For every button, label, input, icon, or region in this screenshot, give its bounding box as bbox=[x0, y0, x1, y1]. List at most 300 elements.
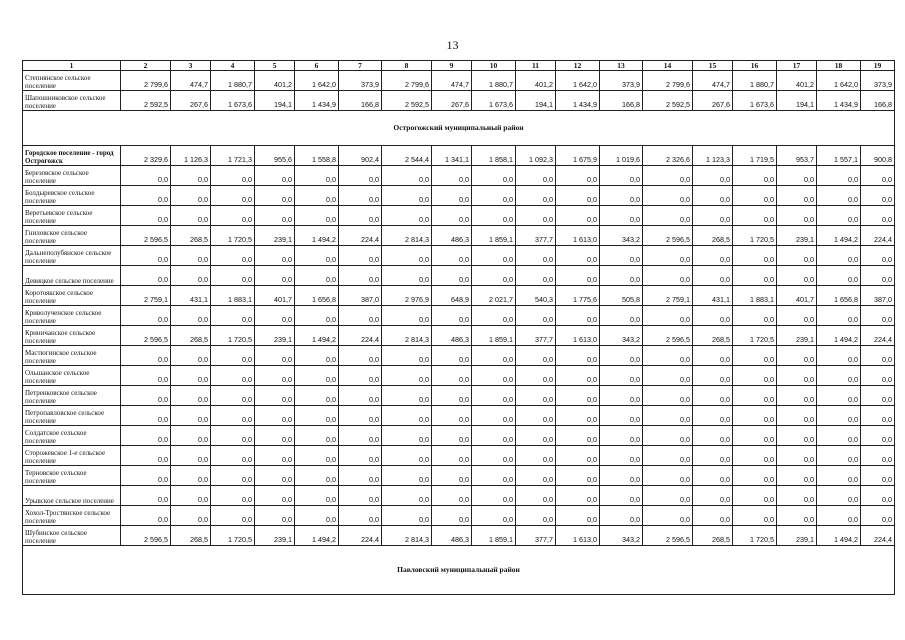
table-cell: 224,4 bbox=[339, 326, 382, 346]
table-cell: 0,0 bbox=[643, 186, 693, 206]
table-cell: 0,0 bbox=[643, 266, 693, 286]
table-cell: 0,0 bbox=[211, 426, 255, 446]
table-cell: 1 673,6 bbox=[472, 91, 516, 111]
table-cell: 0,0 bbox=[643, 466, 693, 486]
table-cell: 0,0 bbox=[382, 466, 432, 486]
table-cell: 0,0 bbox=[121, 206, 171, 226]
table-cell: 0,0 bbox=[817, 486, 861, 506]
table-cell: 955,6 bbox=[255, 146, 295, 166]
table-cell: 0,0 bbox=[643, 406, 693, 426]
table-cell: 0,0 bbox=[382, 426, 432, 446]
table-cell: 0,0 bbox=[211, 246, 255, 266]
table-cell: 1 720,5 bbox=[211, 226, 255, 246]
table-cell: 2 799,6 bbox=[643, 71, 693, 91]
table-cell: 0,0 bbox=[600, 306, 643, 326]
table-cell: 268,5 bbox=[693, 326, 733, 346]
settlement-name: Степнянское сельское поселение bbox=[23, 71, 121, 91]
table-cell: 0,0 bbox=[556, 406, 600, 426]
table-cell: 1 719,5 bbox=[733, 146, 777, 166]
table-row bbox=[23, 366, 895, 386]
table-cell: 0,0 bbox=[255, 426, 295, 446]
table-cell: 0,0 bbox=[600, 446, 643, 466]
column-header: 16 bbox=[733, 61, 777, 71]
table-cell: 239,1 bbox=[777, 526, 817, 546]
table-cell: 268,5 bbox=[693, 226, 733, 246]
table-cell: 1 656,8 bbox=[295, 286, 339, 306]
table-cell: 0,0 bbox=[733, 306, 777, 326]
table-cell: 268,5 bbox=[171, 326, 211, 346]
table-cell: 0,0 bbox=[339, 406, 382, 426]
settlement-name: Криничанское сельское поселение bbox=[23, 326, 121, 346]
table-cell: 224,4 bbox=[339, 526, 382, 546]
table-cell: 431,1 bbox=[171, 286, 211, 306]
table-cell: 0,0 bbox=[817, 266, 861, 286]
table-cell: 1 613,0 bbox=[556, 326, 600, 346]
table-cell: 0,0 bbox=[556, 246, 600, 266]
table-cell: 0,0 bbox=[556, 346, 600, 366]
table-cell: 0,0 bbox=[556, 446, 600, 466]
table-cell: 0,0 bbox=[817, 506, 861, 526]
table-cell: 1 859,1 bbox=[472, 526, 516, 546]
table-cell: 0,0 bbox=[339, 306, 382, 326]
table-cell: 0,0 bbox=[600, 506, 643, 526]
table-cell: 0,0 bbox=[861, 246, 895, 266]
table-cell: 0,0 bbox=[255, 266, 295, 286]
table-cell: 0,0 bbox=[861, 386, 895, 406]
settlement-name: Веретьевское сельское поселение bbox=[23, 206, 121, 226]
table-row bbox=[23, 286, 895, 306]
table-cell: 0,0 bbox=[516, 246, 556, 266]
table-cell: 0,0 bbox=[171, 266, 211, 286]
table-cell: 0,0 bbox=[432, 206, 472, 226]
table-cell: 486,3 bbox=[432, 526, 472, 546]
table-cell: 0,0 bbox=[516, 486, 556, 506]
table-cell: 373,9 bbox=[600, 71, 643, 91]
table-cell: 0,0 bbox=[121, 446, 171, 466]
table-cell: 0,0 bbox=[472, 466, 516, 486]
table-cell: 0,0 bbox=[556, 186, 600, 206]
table-cell: 0,0 bbox=[382, 246, 432, 266]
table-row bbox=[23, 166, 895, 186]
table-row bbox=[23, 506, 895, 526]
table-cell: 0,0 bbox=[516, 186, 556, 206]
table-cell: 0,0 bbox=[516, 346, 556, 366]
table-cell: 0,0 bbox=[817, 386, 861, 406]
table-cell: 900,8 bbox=[861, 146, 895, 166]
table-cell: 0,0 bbox=[516, 266, 556, 286]
table-row bbox=[23, 326, 895, 346]
table-cell: 953,7 bbox=[777, 146, 817, 166]
table-row bbox=[23, 146, 895, 166]
table-cell: 0,0 bbox=[295, 386, 339, 406]
table-cell: 0,0 bbox=[472, 306, 516, 326]
table-cell: 1 019,6 bbox=[600, 146, 643, 166]
table-cell: 0,0 bbox=[817, 306, 861, 326]
table-cell: 0,0 bbox=[693, 486, 733, 506]
column-header: 4 bbox=[211, 61, 255, 71]
table-cell: 0,0 bbox=[339, 466, 382, 486]
table-cell: 239,1 bbox=[777, 226, 817, 246]
table-cell: 0,0 bbox=[600, 206, 643, 226]
table-cell: 0,0 bbox=[777, 386, 817, 406]
table-cell: 0,0 bbox=[733, 446, 777, 466]
table-cell: 0,0 bbox=[382, 366, 432, 386]
column-header: 19 bbox=[861, 61, 895, 71]
table-cell: 486,3 bbox=[432, 326, 472, 346]
table-cell: 2 329,6 bbox=[121, 146, 171, 166]
table-cell: 1 859,1 bbox=[472, 326, 516, 346]
table-cell: 0,0 bbox=[777, 446, 817, 466]
table-cell: 0,0 bbox=[643, 166, 693, 186]
table-cell: 0,0 bbox=[643, 366, 693, 386]
table-cell: 0,0 bbox=[861, 306, 895, 326]
table-cell: 0,0 bbox=[171, 186, 211, 206]
table-cell: 0,0 bbox=[339, 206, 382, 226]
table-cell: 0,0 bbox=[171, 446, 211, 466]
table-cell: 0,0 bbox=[255, 186, 295, 206]
table-cell: 1 494,2 bbox=[817, 326, 861, 346]
table-cell: 0,0 bbox=[171, 386, 211, 406]
column-header: 17 bbox=[777, 61, 817, 71]
table-cell: 0,0 bbox=[432, 306, 472, 326]
table-cell: 0,0 bbox=[600, 346, 643, 366]
table-cell: 0,0 bbox=[600, 426, 643, 446]
table-cell: 0,0 bbox=[693, 446, 733, 466]
table-cell: 0,0 bbox=[432, 426, 472, 446]
settlement-name: Мастюгинское сельское поселение bbox=[23, 346, 121, 366]
table-cell: 0,0 bbox=[171, 486, 211, 506]
settlement-name: Гниловское сельское поселение bbox=[23, 226, 121, 246]
table-cell: 2 759,1 bbox=[121, 286, 171, 306]
table-cell: 0,0 bbox=[255, 466, 295, 486]
table-cell: 0,0 bbox=[693, 506, 733, 526]
table-cell: 0,0 bbox=[733, 406, 777, 426]
table-cell: 0,0 bbox=[817, 166, 861, 186]
table-cell: 0,0 bbox=[211, 306, 255, 326]
table-cell: 0,0 bbox=[295, 466, 339, 486]
settlement-name: Ольшанское сельское поселение bbox=[23, 366, 121, 386]
table-cell: 0,0 bbox=[777, 486, 817, 506]
table-cell: 0,0 bbox=[556, 466, 600, 486]
column-header: 1 bbox=[23, 61, 121, 71]
table-cell: 2 814,3 bbox=[382, 526, 432, 546]
table-cell: 0,0 bbox=[255, 306, 295, 326]
table-cell: 0,0 bbox=[339, 446, 382, 466]
table-cell: 0,0 bbox=[171, 506, 211, 526]
table-cell: 0,0 bbox=[817, 186, 861, 206]
column-header: 9 bbox=[432, 61, 472, 71]
table-cell: 224,4 bbox=[861, 226, 895, 246]
column-header: 2 bbox=[121, 61, 171, 71]
table-cell: 0,0 bbox=[171, 366, 211, 386]
table-cell: 0,0 bbox=[382, 446, 432, 466]
table-cell: 0,0 bbox=[432, 346, 472, 366]
table-cell: 0,0 bbox=[339, 486, 382, 506]
table-cell: 0,0 bbox=[516, 406, 556, 426]
table-cell: 0,0 bbox=[432, 446, 472, 466]
table-cell: 540,3 bbox=[516, 286, 556, 306]
table-cell: 1 494,2 bbox=[817, 526, 861, 546]
table-cell: 239,1 bbox=[777, 326, 817, 346]
column-header: 6 bbox=[295, 61, 339, 71]
table-cell: 0,0 bbox=[295, 166, 339, 186]
table-cell: 401,2 bbox=[777, 71, 817, 91]
settlement-name: Петренковское сельское поселение bbox=[23, 386, 121, 406]
table-cell: 0,0 bbox=[171, 406, 211, 426]
table-cell: 0,0 bbox=[733, 206, 777, 226]
table-cell: 0,0 bbox=[556, 166, 600, 186]
settlement-name: Петропавловское сельское поселение bbox=[23, 406, 121, 426]
table-cell: 2 596,5 bbox=[121, 226, 171, 246]
table-cell: 0,0 bbox=[382, 486, 432, 506]
table-cell: 1 673,6 bbox=[733, 91, 777, 111]
table-cell: 0,0 bbox=[121, 406, 171, 426]
table-cell: 0,0 bbox=[295, 266, 339, 286]
table-cell: 1 673,6 bbox=[211, 91, 255, 111]
table-cell: 0,0 bbox=[643, 446, 693, 466]
table-cell: 0,0 bbox=[516, 166, 556, 186]
column-header: 18 bbox=[817, 61, 861, 71]
table-cell: 1 642,0 bbox=[295, 71, 339, 91]
table-cell: 0,0 bbox=[817, 446, 861, 466]
table-cell: 0,0 bbox=[472, 346, 516, 366]
table-cell: 0,0 bbox=[516, 466, 556, 486]
table-cell: 0,0 bbox=[211, 446, 255, 466]
page-number: 13 bbox=[446, 38, 459, 52]
table-cell: 2 799,6 bbox=[382, 71, 432, 91]
table-cell: 0,0 bbox=[861, 506, 895, 526]
table-cell: 0,0 bbox=[472, 206, 516, 226]
table-cell: 902,4 bbox=[339, 146, 382, 166]
table-cell: 0,0 bbox=[255, 206, 295, 226]
section-title: Острогожский муниципальный район bbox=[23, 111, 895, 146]
table-cell: 0,0 bbox=[516, 366, 556, 386]
table-cell: 1 642,0 bbox=[556, 71, 600, 91]
table-cell: 0,0 bbox=[382, 346, 432, 366]
table-cell: 0,0 bbox=[733, 486, 777, 506]
table-cell: 343,2 bbox=[600, 326, 643, 346]
table-cell: 0,0 bbox=[295, 246, 339, 266]
table-cell: 0,0 bbox=[255, 346, 295, 366]
table-cell: 0,0 bbox=[643, 206, 693, 226]
table-row bbox=[23, 246, 895, 266]
table-cell: 0,0 bbox=[295, 446, 339, 466]
table-cell: 0,0 bbox=[382, 206, 432, 226]
table-cell: 224,4 bbox=[861, 526, 895, 546]
table-cell: 2 596,5 bbox=[643, 526, 693, 546]
table-cell: 373,9 bbox=[339, 71, 382, 91]
table-cell: 2 326,6 bbox=[643, 146, 693, 166]
table-cell: 2 759,1 bbox=[643, 286, 693, 306]
table-cell: 268,5 bbox=[693, 526, 733, 546]
table-cell: 0,0 bbox=[432, 406, 472, 426]
table-cell: 401,2 bbox=[516, 71, 556, 91]
table-cell: 0,0 bbox=[382, 266, 432, 286]
table-cell: 0,0 bbox=[295, 406, 339, 426]
table-cell: 0,0 bbox=[600, 406, 643, 426]
settlement-name: Солдатское сельское поселение bbox=[23, 426, 121, 446]
table-cell: 0,0 bbox=[295, 366, 339, 386]
settlement-name: Шапошниковское сельское поселение bbox=[23, 91, 121, 111]
table-cell: 0,0 bbox=[556, 506, 600, 526]
table-cell: 0,0 bbox=[733, 366, 777, 386]
table-cell: 1 092,3 bbox=[516, 146, 556, 166]
table-cell: 0,0 bbox=[171, 206, 211, 226]
table-cell: 194,1 bbox=[777, 91, 817, 111]
table-cell: 0,0 bbox=[472, 186, 516, 206]
table-cell: 0,0 bbox=[693, 386, 733, 406]
table-cell: 0,0 bbox=[432, 246, 472, 266]
table-cell: 194,1 bbox=[516, 91, 556, 111]
table-cell: 0,0 bbox=[861, 486, 895, 506]
table-cell: 0,0 bbox=[693, 466, 733, 486]
table-cell: 1 613,0 bbox=[556, 226, 600, 246]
table-cell: 239,1 bbox=[255, 326, 295, 346]
table-cell: 0,0 bbox=[777, 206, 817, 226]
table-cell: 0,0 bbox=[861, 426, 895, 446]
table-cell: 0,0 bbox=[600, 246, 643, 266]
table-cell: 1 434,9 bbox=[295, 91, 339, 111]
column-header: 7 bbox=[339, 61, 382, 71]
table-cell: 1 721,3 bbox=[211, 146, 255, 166]
table-cell: 0,0 bbox=[255, 486, 295, 506]
table-cell: 0,0 bbox=[432, 266, 472, 286]
table-cell: 0,0 bbox=[255, 386, 295, 406]
table-cell: 387,0 bbox=[861, 286, 895, 306]
table-cell: 0,0 bbox=[693, 426, 733, 446]
settlement-name: Криволученское сельское поселение bbox=[23, 306, 121, 326]
table-cell: 0,0 bbox=[861, 206, 895, 226]
table-cell: 1 858,1 bbox=[472, 146, 516, 166]
table-cell: 0,0 bbox=[339, 166, 382, 186]
table-cell: 1 880,7 bbox=[733, 71, 777, 91]
table-cell: 0,0 bbox=[472, 366, 516, 386]
table-cell: 0,0 bbox=[693, 266, 733, 286]
settlement-name: Коротоякское сельское поселение bbox=[23, 286, 121, 306]
table-cell: 1 880,7 bbox=[472, 71, 516, 91]
table-row bbox=[23, 446, 895, 466]
table-cell: 0,0 bbox=[516, 426, 556, 446]
table-cell: 1 126,3 bbox=[171, 146, 211, 166]
header-row bbox=[23, 61, 895, 71]
table-cell: 0,0 bbox=[211, 406, 255, 426]
column-header: 3 bbox=[171, 61, 211, 71]
table-cell: 0,0 bbox=[382, 386, 432, 406]
table-cell: 377,7 bbox=[516, 526, 556, 546]
table-cell: 0,0 bbox=[556, 426, 600, 446]
table-cell: 0,0 bbox=[171, 346, 211, 366]
table-cell: 2 592,5 bbox=[121, 91, 171, 111]
table-cell: 0,0 bbox=[121, 426, 171, 446]
table-row bbox=[23, 386, 895, 406]
settlement-name: Сторожевское 1-е сельское поселение bbox=[23, 446, 121, 466]
table-cell: 2 021,7 bbox=[472, 286, 516, 306]
table-cell: 0,0 bbox=[211, 266, 255, 286]
table-cell: 1 494,2 bbox=[295, 226, 339, 246]
column-header: 11 bbox=[516, 61, 556, 71]
table-cell: 166,8 bbox=[600, 91, 643, 111]
table-cell: 267,6 bbox=[693, 91, 733, 111]
table-cell: 0,0 bbox=[861, 466, 895, 486]
table-cell: 0,0 bbox=[472, 386, 516, 406]
table-cell: 0,0 bbox=[121, 166, 171, 186]
table-cell: 0,0 bbox=[643, 246, 693, 266]
table-cell: 0,0 bbox=[171, 246, 211, 266]
table-cell: 505,8 bbox=[600, 286, 643, 306]
settlement-name: Терновское сельское поселение bbox=[23, 466, 121, 486]
column-header: 14 bbox=[643, 61, 693, 71]
table-row bbox=[23, 91, 895, 111]
table-cell: 0,0 bbox=[693, 346, 733, 366]
table-cell: 0,0 bbox=[432, 386, 472, 406]
table-cell: 0,0 bbox=[777, 346, 817, 366]
table-cell: 0,0 bbox=[600, 266, 643, 286]
table-cell: 0,0 bbox=[382, 186, 432, 206]
table-cell: 0,0 bbox=[643, 306, 693, 326]
table-cell: 2 596,5 bbox=[121, 326, 171, 346]
table-cell: 0,0 bbox=[556, 386, 600, 406]
table-cell: 2 544,4 bbox=[382, 146, 432, 166]
table-cell: 377,7 bbox=[516, 326, 556, 346]
table-cell: 0,0 bbox=[472, 486, 516, 506]
table-row bbox=[23, 466, 895, 486]
table-row bbox=[23, 346, 895, 366]
table-cell: 1 434,9 bbox=[556, 91, 600, 111]
table-cell: 0,0 bbox=[295, 306, 339, 326]
table-cell: 474,7 bbox=[171, 71, 211, 91]
table-cell: 0,0 bbox=[121, 246, 171, 266]
table-cell: 0,0 bbox=[382, 306, 432, 326]
table-cell: 0,0 bbox=[295, 206, 339, 226]
table-cell: 0,0 bbox=[516, 386, 556, 406]
table-cell: 239,1 bbox=[255, 526, 295, 546]
table-cell: 0,0 bbox=[600, 386, 643, 406]
table-cell: 2 814,3 bbox=[382, 326, 432, 346]
table-cell: 0,0 bbox=[516, 306, 556, 326]
table-cell: 0,0 bbox=[339, 426, 382, 446]
table-cell: 2 596,5 bbox=[643, 326, 693, 346]
table-cell: 2 592,5 bbox=[643, 91, 693, 111]
table-cell: 401,7 bbox=[777, 286, 817, 306]
table-cell: 0,0 bbox=[255, 166, 295, 186]
table-cell: 0,0 bbox=[861, 166, 895, 186]
table-cell: 0,0 bbox=[339, 366, 382, 386]
table-row bbox=[23, 266, 895, 286]
table-row bbox=[23, 186, 895, 206]
table-cell: 0,0 bbox=[382, 506, 432, 526]
table-cell: 1 720,5 bbox=[211, 326, 255, 346]
table-cell: 0,0 bbox=[472, 426, 516, 446]
table-cell: 401,7 bbox=[255, 286, 295, 306]
table-cell: 0,0 bbox=[733, 246, 777, 266]
table-cell: 0,0 bbox=[121, 346, 171, 366]
table-cell: 1 859,1 bbox=[472, 226, 516, 246]
table-cell: 0,0 bbox=[777, 186, 817, 206]
table-cell: 0,0 bbox=[516, 506, 556, 526]
table-cell: 0,0 bbox=[693, 306, 733, 326]
table-cell: 0,0 bbox=[121, 186, 171, 206]
table-cell: 0,0 bbox=[432, 186, 472, 206]
table-cell: 431,1 bbox=[693, 286, 733, 306]
table-cell: 0,0 bbox=[733, 506, 777, 526]
table-cell: 0,0 bbox=[211, 166, 255, 186]
table-cell: 0,0 bbox=[643, 386, 693, 406]
table-cell: 0,0 bbox=[817, 346, 861, 366]
table-cell: 0,0 bbox=[121, 466, 171, 486]
table-cell: 373,9 bbox=[861, 71, 895, 91]
table-cell: 0,0 bbox=[693, 366, 733, 386]
table-cell: 401,2 bbox=[255, 71, 295, 91]
